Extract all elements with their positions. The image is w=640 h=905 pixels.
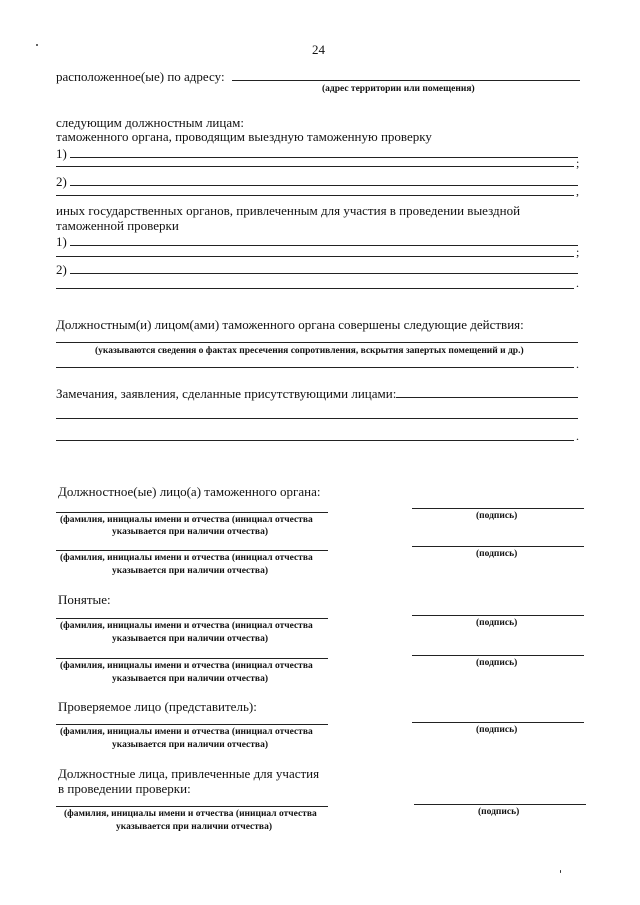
customs-sign-caption-1: (подпись) [476,511,518,521]
customs-name-line-1 [56,512,328,513]
witness-name-caption-2a: (фамилия, инициалы имени и отчества (инициал отчества [60,661,313,671]
address-line [232,80,580,81]
page-number: 24 [312,42,325,57]
customs-officials-heading: таможенного органа, проводящим выездную таможенную проверку [56,129,432,144]
address-label: расположенное(ые) по адресу: [56,69,225,84]
witness-name-caption-2b: указывается при наличии отчества) [112,674,268,684]
other-officials-heading-line1: иных государственных органов, привлеченным для участия в проведении выездной [56,203,521,218]
other-item-1-number: 1) [56,234,67,249]
inspected-sign-line [412,722,584,723]
customs-item-2-comma: , [576,184,579,198]
witness-sign-line-1 [412,615,584,616]
witness-sign-caption-1: (подпись) [476,618,518,628]
remarks-line-3 [56,440,574,441]
scan-speck-bottom [560,870,561,873]
inspected-sign-caption: (подпись) [476,725,518,735]
customs-name-caption-1b: указывается при наличии отчества) [112,527,268,537]
other-item-1-semicolon: ; [576,245,580,259]
witness-sign-caption-2: (подпись) [476,658,518,668]
actions-line-2 [56,367,574,368]
customs-name-caption-2b: указывается при наличии отчества) [112,566,268,576]
involved-sign-line [414,804,586,805]
involved-name-caption-a: (фамилия, инициалы имени и отчества (инициал отчества [64,809,317,819]
customs-item-1-semicolon: ; [576,156,580,170]
customs-item-1-number: 1) [56,146,67,161]
address-caption: (адрес территории или помещения) [322,84,475,94]
other-item-1-line-2 [56,256,574,257]
customs-sign-line-2 [412,546,584,547]
other-item-2-period: . [576,276,579,290]
customs-item-1-line [70,157,578,158]
customs-sign-caption-2: (подпись) [476,549,518,559]
scan-speck [36,44,38,46]
witnesses-heading: Понятые: [58,592,111,607]
witness-name-line-1 [56,618,328,619]
other-officials-heading-line2: таможенной проверки [56,218,179,233]
other-item-2-line [70,273,578,274]
customs-name-line-2 [56,550,328,551]
other-item-2-line-2 [56,288,574,289]
actions-heading: Должностным(и) лицом(ами) таможенного органа совершены следующие действия: [56,317,524,332]
involved-name-caption-b: указывается при наличии отчества) [116,822,272,832]
remarks-heading: Замечания, заявления, сделанные присутствующими лицами: [56,386,397,401]
inspected-name-line [56,724,328,725]
involved-sign-caption: (подпись) [478,807,520,817]
customs-item-1-line-2 [56,166,574,167]
customs-signatures-heading: Должностное(ые) лицо(а) таможенного органа: [58,484,321,499]
remarks-line-2 [56,418,578,419]
customs-name-caption-1a: (фамилия, инициалы имени и отчества (инициал отчества [60,515,313,525]
remarks-line-1 [396,397,578,398]
customs-item-2-line [70,185,578,186]
witness-sign-line-2 [412,655,584,656]
actions-caption: (указываются сведения о фактах пресечения сопротивления, вскрытия запертых помещений и др.) [95,346,524,356]
witness-name-caption-1b: указывается при наличии отчества) [112,634,268,644]
inspected-heading: Проверяемое лицо (представитель): [58,699,257,714]
other-item-1-line [70,245,578,246]
other-item-2-number: 2) [56,262,67,277]
remarks-period: . [576,429,579,443]
customs-item-2-line-2 [56,195,574,196]
involved-heading-line2: в проведении проверки: [58,781,191,796]
witness-name-caption-1a: (фамилия, инициалы имени и отчества (инициал отчества [60,621,313,631]
involved-name-line [56,806,328,807]
customs-item-2-number: 2) [56,174,67,189]
customs-sign-line-1 [412,508,584,509]
witness-name-line-2 [56,658,328,659]
involved-heading-line1: Должностные лица, привлеченные для участия [58,766,320,781]
actions-period: . [576,357,579,371]
actions-line-1 [56,342,578,343]
inspected-name-caption-b: указывается при наличии отчества) [112,740,268,750]
customs-name-caption-2a: (фамилия, инициалы имени и отчества (инициал отчества [60,553,313,563]
inspected-name-caption-a: (фамилия, инициалы имени и отчества (инициал отчества [60,727,313,737]
officials-intro: следующим должностным лицам: [56,115,244,130]
